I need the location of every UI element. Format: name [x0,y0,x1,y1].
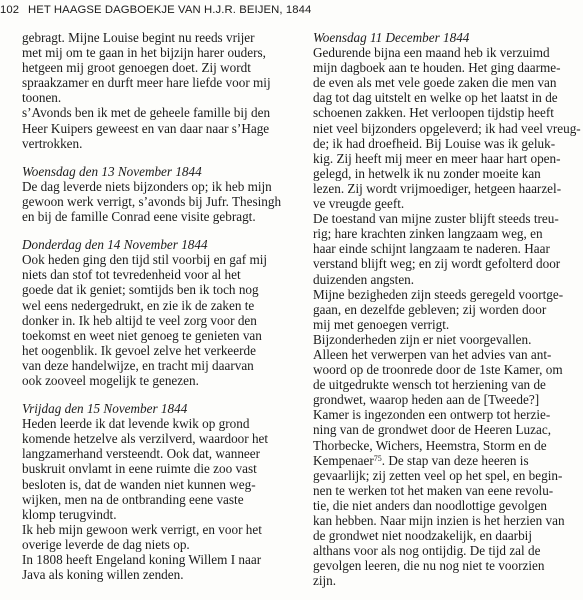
text-line-with-footnote [313,453,581,468]
text-line: komende hetzelve als verzilverd, waardoor het [22,431,269,447]
text-line: haar einde schijnt langzaam te naderen. Haar [313,241,550,257]
text-line: tie, die niet anders dan noodlottige gevolgen [313,497,548,513]
text-line: spraakzamer en durft meer hare liefde voor mij [22,75,271,91]
text-line: Alleen het verwerpen van het advies van ant- [313,346,552,362]
text-fragment: Kempenaer [313,452,374,468]
page-number: 102 [0,4,20,16]
text-line: woord op de troonrede door de 1ste Kamer, om [313,362,563,378]
running-title: HET HAAGSE DAGBOEKJE VAN H.J.R. BEIJEN, 1844 [28,4,312,16]
footnote-marker: 75 [373,453,382,463]
text-line: verstand blijft weg; en zij wordt gefolterd door [313,256,561,272]
text-line: Thorbecke, Wichers, Heemstra, Storm en de [313,437,547,453]
text-line: Ik heb mijn gewoon werk verrigt, en voor het [22,521,262,537]
text-line: ve vreugde geeft. [313,196,405,212]
left-column [22,30,312,582]
text-line: duizenden angsten. [313,271,415,287]
text-line: dag tot dag uitstelt en welke op het laatst in de [313,90,558,106]
paragraph-right [313,45,581,588]
text-line: buskruit onvlamt in eene ruimte die zoo vast [22,461,257,477]
text-line: Kamer is ingezonden een ontwerp tot herzie- [313,407,551,423]
text-line: s’Avonds ben ik met de geheele famille bij den [22,105,271,121]
text-line: Gedurende bijna een maand heb ik verzuimd [313,45,550,61]
text-line: Bijzonderheden zijn er niet voorgevallen. [313,331,532,347]
entry-heading: Woensdag 11 December 1844 [313,30,470,45]
text-line: vertrokken. [22,135,83,151]
text-line: de even als met vele goede zaken die men van [313,75,557,91]
text-line: gevaarlijk; zij zetten veel op het spel, en begin- [313,467,563,483]
text-line: grondwet, waarop heden aan de [Tweede?] [313,392,540,408]
text-line: met mij om te gaan in het bijzijn harer ouders, [22,45,266,61]
text-line: kan hebben. Naar mijn inzien is het herzien van [313,513,565,528]
text-line: hetgeen mij groot genoegen doet. Zij wordt [22,60,251,76]
text-line: en bij de famille Conrad eene visite gebragt. [22,209,256,225]
text-line: gelegd, in hetwelk ik nu zonder moeite kan [313,165,541,181]
text-line: wijken, men na de ontbranding eene vaste [22,491,244,507]
text-line: de; ik had droefheid. Bij Louise was ik geluk- [313,135,556,151]
text-line: niet veel bijzonders opgeleverd; ik had veel vreug- [313,120,581,136]
text-line: niets dan stof tot tevredenheid voor al het [22,267,241,283]
right-column [313,30,581,588]
entry-heading: Woensdag den 13 November 1844 [22,163,202,179]
text-line: ning van de grondwet door de Heeren Luzac, [313,422,552,438]
entry-heading: Vrijdag den 15 November 1844 [22,401,188,417]
text-fragment: . De stap van deze heeren is [381,452,529,468]
text-line: In 1808 heeft Engeland koning Willem I naar [22,552,262,567]
text-line: rig; hare krachten zinken langzaam weg, en [313,226,543,242]
text-line: zijn. [313,573,337,589]
text-line: het oogenblik. Ik gevoel zelve het verkeerde [22,342,256,358]
paragraph-1 [22,30,312,151]
running-header [0,4,583,20]
text-line: lezen. Zij wordt vrijmoediger, hetgeen haarzel- [313,180,562,196]
text-line: schoenen zakken. Het verloopen tijdstip heeft [313,105,554,121]
text-line: gewoon werk verrigt, s’avonds bij Jufr. Thesingh [22,193,282,209]
text-line: van deze handelwijze, en tracht mij daarvan [22,357,254,373]
text-line: althans voor als nog ontijdig. De tijd zal de [313,543,541,559]
text-line: mij met genoegen verrigt. [313,316,450,332]
text-line: goede dat ik geniet; somtijds ben ik toch nog [22,282,259,298]
text-line: De dag leverde niets bijzonders op; ik heb mijn [22,178,272,194]
text-line: ook zooveel mogelijk te genezen. [22,372,199,388]
text-line: langzamerhand versteendt. Ook dat, wanneer [22,446,261,462]
text-line: klomp terugvindt. [22,506,117,522]
text-line: besloten is, dat de wanden niet kunnen weg- [22,476,256,492]
paragraph-2 [22,179,312,224]
text-line: mijn dagboek aan te houden. Het ging daarme- [313,60,561,76]
text-line: donker in. Ik heb altijd te veel zorg voor den [22,312,257,328]
text-line: Heden leerde ik dat levende kwik op grond [22,416,250,432]
text-line: nen te werken tot het maken van eene revolu- [313,482,554,498]
paragraph-4 [22,416,312,582]
text-line: Heer Kuipers geweest en van daar naar s’Hage [22,120,270,136]
text-line: overige leverde de dag niets op. [22,536,190,552]
text-line: gevolgen leeren, die nu nog niet te voorzien [313,558,545,574]
text-line: toonen. [22,90,62,106]
text-line: wel eens nedergedrukt, en zie ik de zaken te [22,297,255,313]
paragraph-3 [22,252,312,388]
text-line: de uitgedrukte wensch tot herziening van de [313,377,546,393]
text-line: Java als koning willen zenden. [22,567,184,583]
text-line: De toestand van mijne zuster blijft steeds treu- [313,211,559,227]
entry-heading: Donderdag den 14 November 1844 [22,237,208,253]
text-line: Ook heden ging den tijd stil voorbij en gaf mij [22,252,268,268]
text-line: Mijne bezigheden zijn steeds geregeld voortge- [313,286,564,302]
text-line: toekomst en weet niet genoeg te genieten van [22,327,262,343]
text-line: kig. Zij heeft mij meer en meer haar hart open- [313,150,561,166]
text-line: gaan, en dezelfde gebleven; zij worden door [313,301,547,317]
text-line: de grondwet niet noodzakelijk, en daarbij [313,528,532,544]
text-line: gebragt. Mijne Louise begint nu reeds vrijer [22,30,255,45]
